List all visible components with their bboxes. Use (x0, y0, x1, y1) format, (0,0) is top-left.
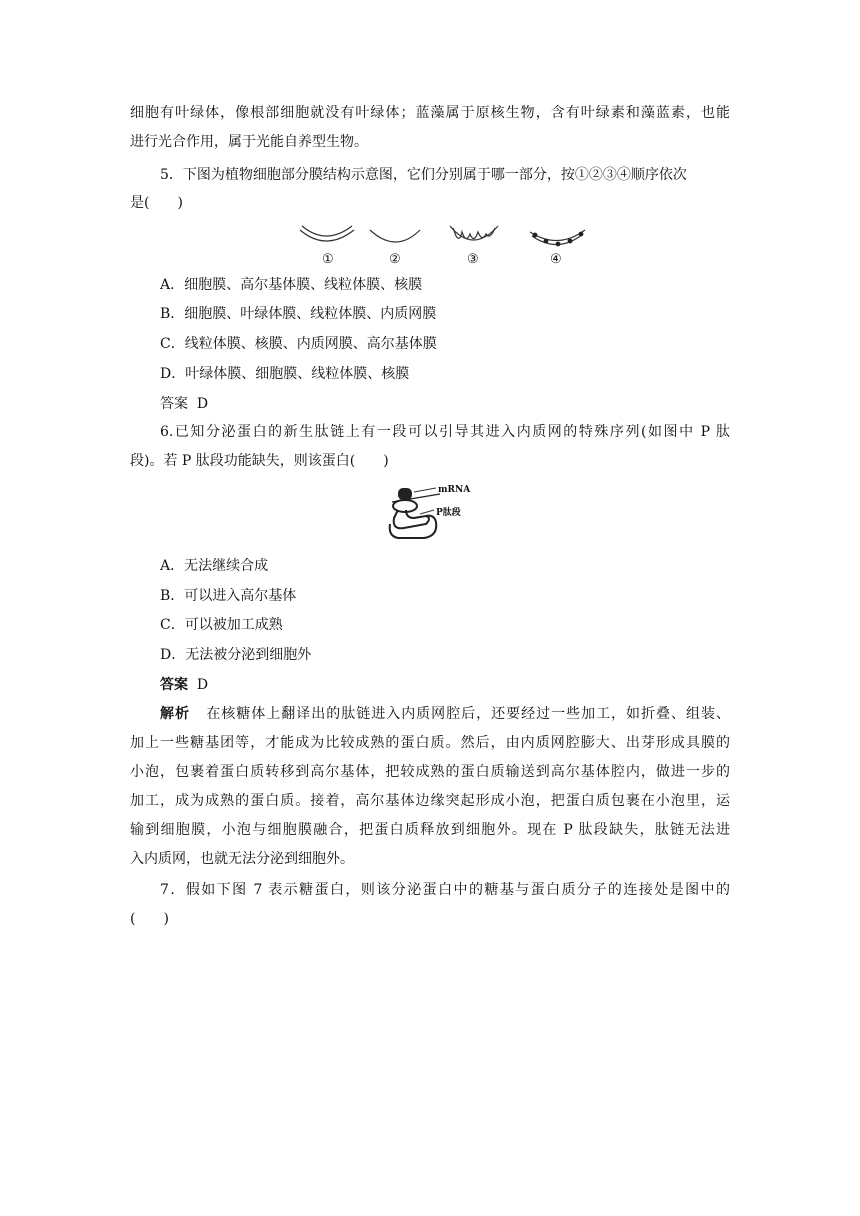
q6-analysis-line-6: 入内质网，也就无法分泌到细胞外。 (130, 851, 354, 867)
mrna-label: mRNA (438, 485, 471, 495)
q6-option-a: A．无法继续合成 (160, 558, 269, 574)
q7-stem-line-2: ( ) (130, 911, 169, 927)
q6-answer (160, 675, 760, 695)
q6-stem-line-2: 段)。若 P 肽段功能缺失，则该蛋白( ) (130, 453, 389, 469)
q5-stem-line-1: 5．下图为植物细胞部分膜结构示意图，它们分别属于哪一部分，按①②③④顺序依次 (160, 167, 687, 183)
q6-analysis-label: 解析 (160, 706, 190, 722)
q6-answer-value: D (196, 677, 209, 693)
q6-answer-label: 答案 (160, 677, 188, 693)
membrane-1-double (300, 226, 354, 241)
figure-label-4: ④ (550, 252, 562, 267)
q5-option-d: D．叶绿体膜、细胞膜、线粒体膜、核膜 (160, 366, 410, 382)
q5-option-c: C．线粒体膜、核膜、内质网膜、高尔基体膜 (160, 336, 437, 352)
q6-option-d: D．无法被分泌到细胞外 (160, 647, 312, 663)
q5-option-a: A．细胞膜、高尔基体膜、线粒体膜、核膜 (160, 277, 423, 293)
figure-label-1: ① (322, 252, 334, 267)
q6-analysis-line-5: 输到细胞膜，小泡与细胞膜融合，把蛋白质释放到细胞外。现在 P 肽段缺失，肽链无法进 (130, 822, 730, 838)
p-peptide-label: P肽段 (436, 508, 461, 518)
q6-analysis-line-1 (160, 704, 730, 724)
q6-analysis-text-1: 在核糖体上翻译出的肽链进入内质网腔后，还要经过一些加工，如折叠、组装、 (206, 706, 730, 722)
q5-answer (160, 394, 760, 414)
q6-option-c: C．可以被加工成熟 (160, 617, 283, 633)
q6-analysis-line-4: 加工，成为成熟的蛋白质。接着，高尔基体边缘突起形成小泡，把蛋白质包裹在小泡里，运 (130, 793, 730, 809)
q5-answer-value: D (196, 396, 209, 412)
mrna-ribosome-drawing (390, 488, 440, 538)
q6-peptide-figure (384, 478, 514, 546)
membrane-4-beaded (530, 230, 585, 246)
q6-stem-line-1: 6.已知分泌蛋白的新生肽链上有一段可以引导其进入内质网的特殊序列(如图中 P 肽 (160, 424, 730, 440)
q5-stem-line-2: 是( ) (130, 195, 183, 211)
figure-label-2: ② (389, 252, 401, 267)
q6-option-b: B．可以进入高尔基体 (160, 588, 297, 604)
figure-label-3: ③ (467, 252, 479, 267)
q6-analysis-line-2: 加上一些糖基团等，才能成为比较成熟的蛋白质。然后，由内质网腔膨大、出芽形成具膜的 (130, 735, 730, 751)
q5-membrane-figure (290, 222, 600, 268)
q6-analysis-line-3: 小泡，包裹着蛋白质转移到高尔基体，把较成熟的蛋白质输送到高尔基体腔内，做进一步的 (130, 764, 730, 780)
q5-answer-label: 答案 (160, 396, 188, 412)
prev-analysis-line-1: 细胞有叶绿体，像根部细胞就没有叶绿体；蓝藻属于原核生物，含有叶绿素和藻蓝素，也能 (130, 105, 730, 121)
q5-option-b: B．细胞膜、叶绿体膜、线粒体膜、内质网膜 (160, 306, 437, 322)
prev-analysis-line-2: 进行光合作用，属于光能自养型生物。 (130, 134, 368, 150)
membrane-3-cristae (450, 226, 498, 240)
q7-stem-line-1: 7．假如下图 7 表示糖蛋白，则该分泌蛋白中的糖基与蛋白质分子的连接处是图中的 (160, 882, 730, 898)
membrane-2-single (370, 230, 420, 242)
